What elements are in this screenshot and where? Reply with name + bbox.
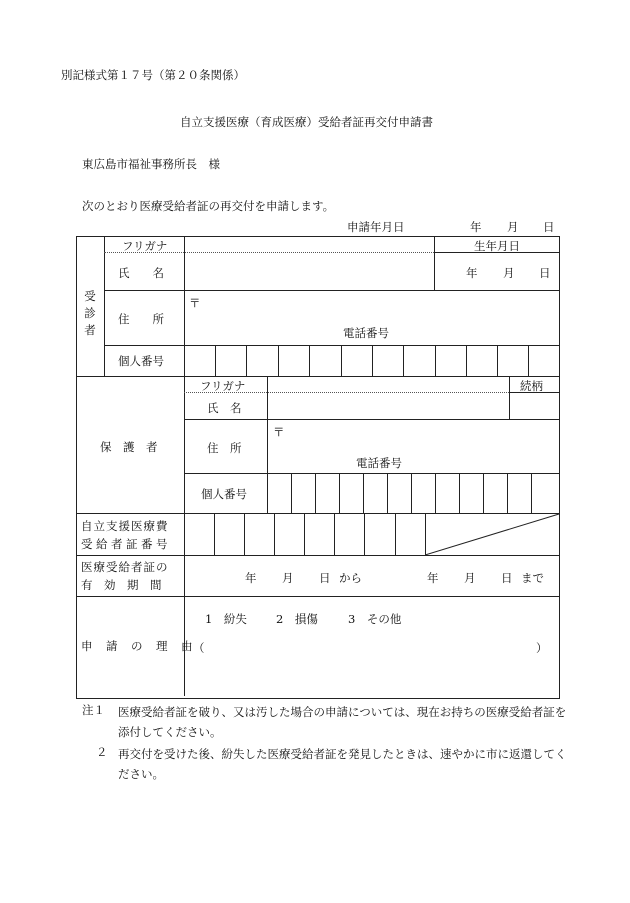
reason-paren-open: （ <box>193 641 205 655</box>
note-text-2: 再交付を受けた後、紛失した医療受給者証を発見したときは、速やかに市に返還してください。 <box>118 747 567 781</box>
patient-furigana-label: フリガナ <box>122 239 168 253</box>
addressee: 東広島市福祉事務所長 様 <box>82 157 220 171</box>
patient-name-label: 氏 名 <box>118 266 164 280</box>
validity-from-suffix: から <box>339 571 362 585</box>
patient-address-field[interactable] <box>200 293 555 323</box>
reason-label: 申 請 の 理 由 <box>81 639 194 653</box>
certificate-number-label-2: 受給者証番号 <box>81 537 171 551</box>
validity-label-1: 医療受給者証の <box>81 560 169 574</box>
guardian-furigana-field[interactable] <box>268 377 508 391</box>
validity-to-suffix: まで <box>521 571 544 585</box>
reason-option-damaged[interactable]: 2 損傷 <box>276 612 318 626</box>
validity-to-day[interactable]: 日 <box>501 571 513 585</box>
guardian-phone-label: 電話番号 <box>356 456 402 470</box>
application-date-year[interactable]: 年 <box>470 220 482 234</box>
validity-from-month[interactable]: 月 <box>282 571 294 585</box>
patient-birth-day[interactable]: 日 <box>539 266 551 280</box>
reason-other-field[interactable] <box>206 638 536 656</box>
reason-paren-close: ） <box>536 641 548 655</box>
note-text-1: 医療受給者証を破り、又は汚した場合の申請については、現在お持ちの医療受給者証を添付してください。 <box>118 705 567 739</box>
form-number: 別記様式第１７号（第２０条関係） <box>61 68 245 82</box>
note-marker-1: 注１ <box>82 703 105 717</box>
reason-option-lost[interactable]: 1 紛失 <box>205 612 247 626</box>
guardian-relation-label: 続柄 <box>520 379 543 393</box>
guardian-name-label: 氏 名 <box>207 401 242 415</box>
form-title: 自立支援医療（育成医療）受給者証再交付申請書 <box>180 115 433 129</box>
validity-label-2: 有 効 期 間 <box>81 578 162 592</box>
guardian-name-field[interactable] <box>268 393 508 418</box>
intro-text: 次のとおり医療受給者証の再交付を申請します。 <box>82 199 335 213</box>
patient-phone-label: 電話番号 <box>343 326 389 340</box>
note-marker-2: ２ <box>96 745 108 759</box>
patient-section-label: 受診者 <box>84 289 96 337</box>
guardian-my-number-label: 個人番号 <box>201 487 247 501</box>
application-date-month[interactable]: 月 <box>507 220 519 234</box>
validity-from-year[interactable]: 年 <box>245 571 257 585</box>
validity-to-year[interactable]: 年 <box>427 571 439 585</box>
patient-name-field[interactable] <box>185 253 433 289</box>
guardian-section-label: 保 護 者 <box>100 440 158 454</box>
validity-from-day[interactable]: 日 <box>319 571 331 585</box>
patient-my-number-label: 個人番号 <box>118 354 164 368</box>
guardian-address-label: 住 所 <box>207 441 242 455</box>
patient-address-label: 住 所 <box>118 312 164 326</box>
certificate-number-label-1: 自立支援医療費 <box>81 519 169 533</box>
reason-option-other[interactable]: 3 その他 <box>348 612 402 626</box>
patient-birthdate-label: 生年月日 <box>474 239 520 253</box>
diagonal-slash <box>425 513 560 556</box>
patient-birth-month[interactable]: 月 <box>503 266 515 280</box>
guardian-postal-mark: 〒 <box>273 425 285 439</box>
guardian-furigana-label: フリガナ <box>200 379 246 393</box>
application-date-day[interactable]: 日 <box>543 220 555 234</box>
application-date-label: 申請年月日 <box>347 220 405 234</box>
guardian-address-field[interactable] <box>284 422 554 452</box>
patient-birth-year[interactable]: 年 <box>466 266 478 280</box>
validity-to-month[interactable]: 月 <box>464 571 476 585</box>
patient-postal-mark: 〒 <box>189 296 201 310</box>
patient-furigana-field[interactable] <box>185 237 433 251</box>
